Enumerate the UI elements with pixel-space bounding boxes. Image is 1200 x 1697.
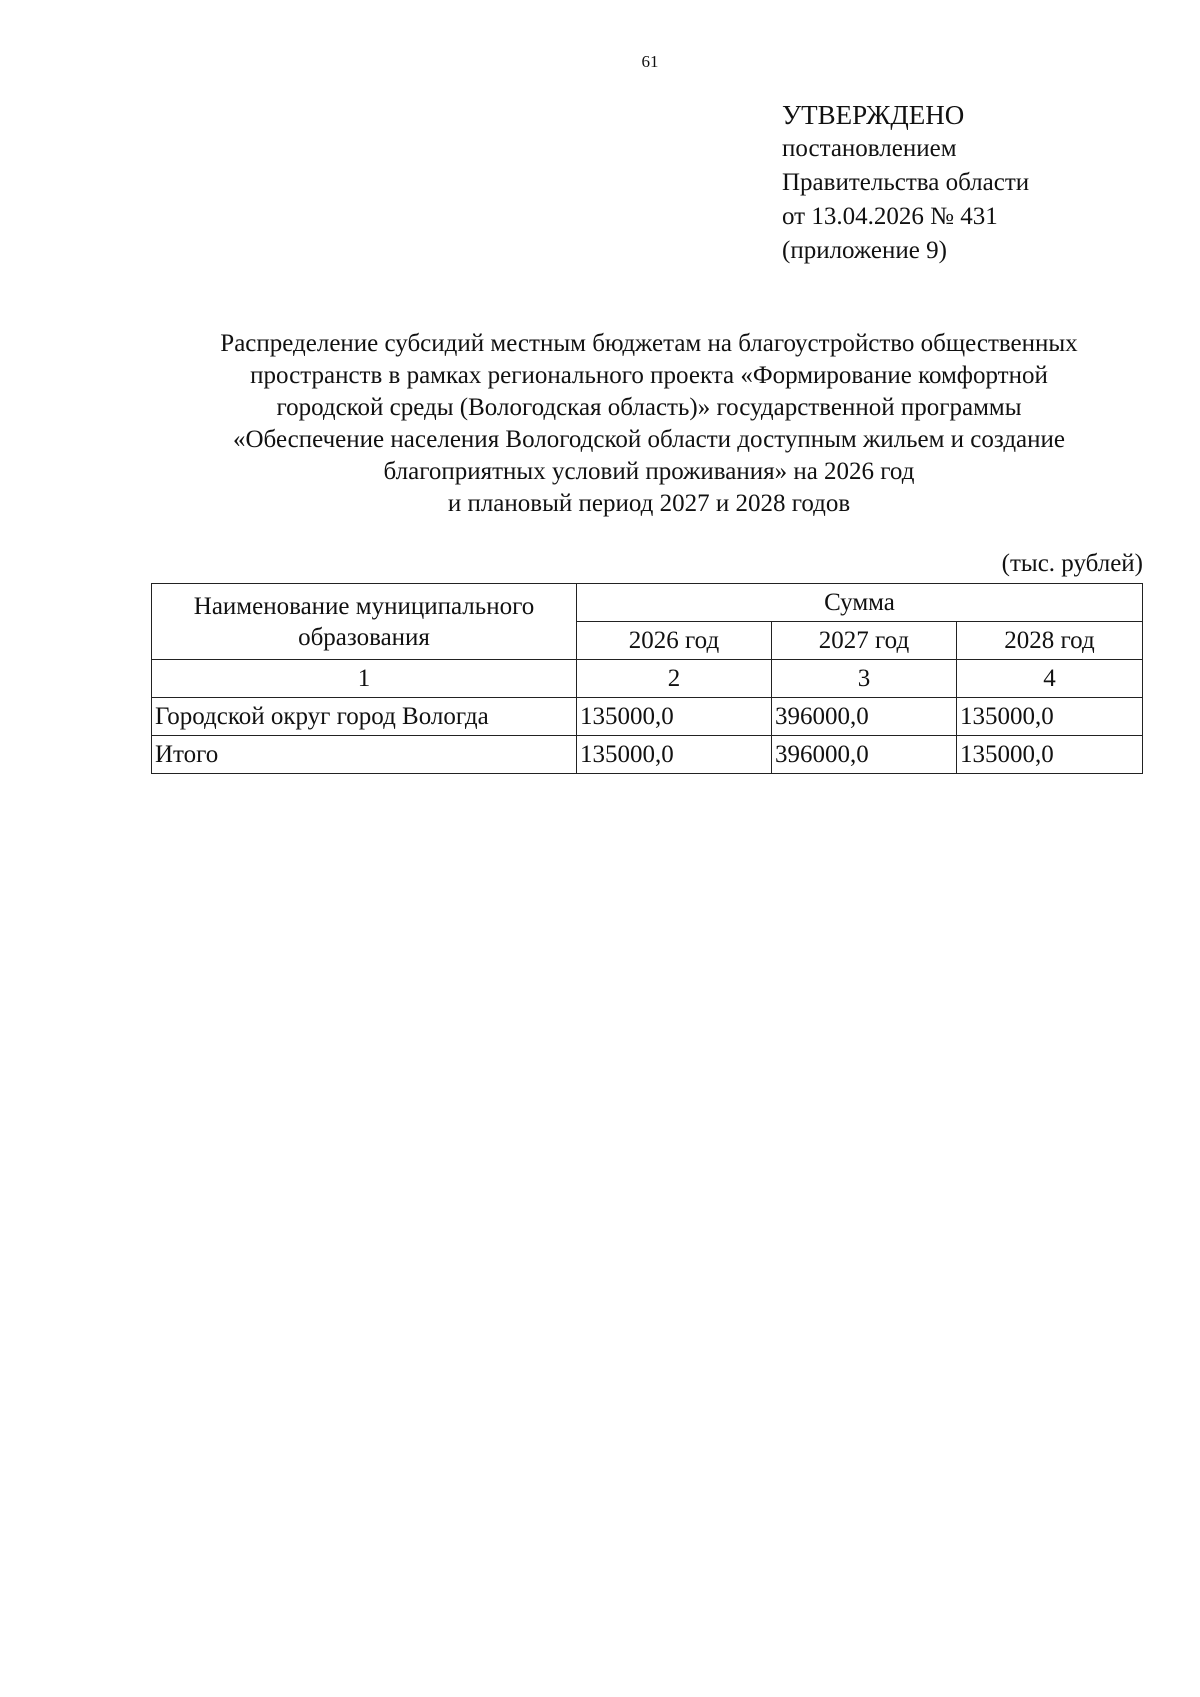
- title-line: благоприятных условий проживания» на 2026 год: [383, 458, 915, 485]
- table-row: [152, 698, 1143, 736]
- table-row-total: [152, 736, 1143, 774]
- title-line: и плановый период 2027 и 2028 годов: [447, 490, 851, 517]
- approval-line: от 13.04.2026 № 431: [782, 203, 998, 230]
- document-title: [150, 328, 1148, 520]
- approval-title: УТВЕРЖДЕНО: [782, 100, 965, 130]
- header-municipality: Наименование муниципального образования: [152, 584, 577, 660]
- column-number: 1: [152, 660, 577, 698]
- approval-stamp: [782, 98, 1029, 268]
- title-line: «Обеспечение населения Вологодской области доступным жильем и создание: [233, 426, 1065, 453]
- title-line: городской среды (Вологодская область)» государственной программы: [276, 394, 1022, 421]
- row-value-2027: 396000,0: [772, 698, 957, 736]
- row-total-label: Итого: [152, 736, 577, 774]
- units-label: (тыс. рублей): [1001, 550, 1143, 577]
- row-total-2027: 396000,0: [772, 736, 957, 774]
- table-header-row: [152, 584, 1143, 622]
- header-year-2027: 2027 год: [772, 622, 957, 660]
- column-number-row: [152, 660, 1143, 698]
- row-municipality-name: Городской округ город Вологда: [152, 698, 577, 736]
- column-number: 3: [772, 660, 957, 698]
- approval-line: постановлением: [782, 135, 957, 162]
- row-value-2026: 135000,0: [577, 698, 772, 736]
- row-total-2028: 135000,0: [957, 736, 1143, 774]
- title-line: Распределение субсидий местным бюджетам на благоустройство общественных: [220, 330, 1078, 357]
- row-total-2026: 135000,0: [577, 736, 772, 774]
- subsidy-table: [151, 583, 1143, 774]
- column-number: 4: [957, 660, 1143, 698]
- approval-line: (приложение 9): [782, 237, 947, 264]
- approval-line: Правительства области: [782, 169, 1030, 196]
- header-sum: Сумма: [577, 584, 1143, 622]
- column-number: 2: [577, 660, 772, 698]
- header-year-2028: 2028 год: [957, 622, 1143, 660]
- page-number: 61: [641, 52, 659, 71]
- row-value-2028: 135000,0: [957, 698, 1143, 736]
- title-line: пространств в рамках регионального проекта «Формирование комфортной: [250, 362, 1048, 389]
- header-year-2026: 2026 год: [577, 622, 772, 660]
